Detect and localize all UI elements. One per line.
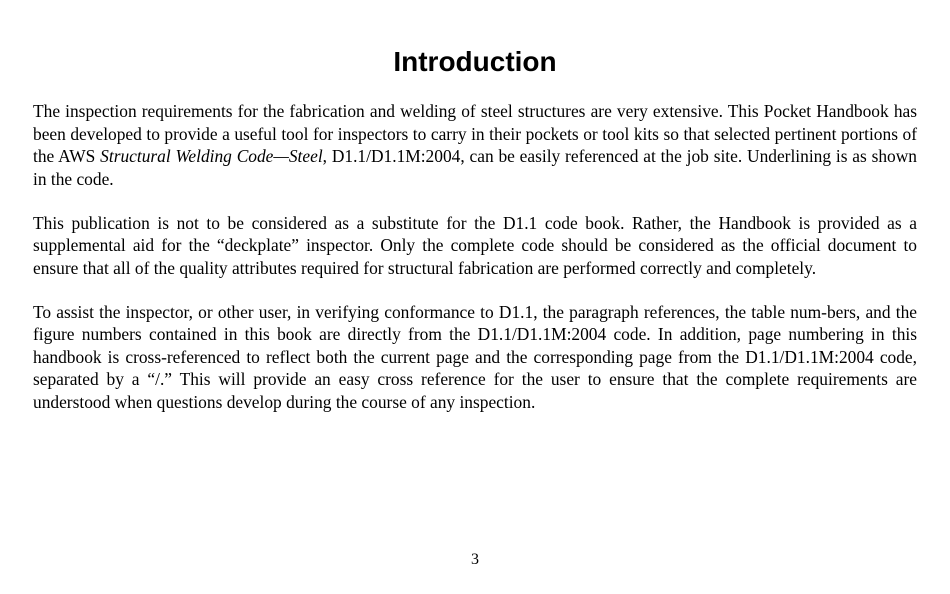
code-title-italic: Structural Welding Code—Steel (100, 146, 323, 166)
paragraph-3: To assist the inspector, or other user, in verifying conformance to D1.1, the paragraph references, the table num-bers, and the figure numbers contained in this book are directly from the D1.1/D1.1M:2004 code. In addition, page numbering in this handbook is cross-referenced to reflect both the current page and the corresponding page from the D1.1/D1.1M:2004 code, separated by a “/.” This will provide an easy cross reference for the user to ensure that the complete requirements are understood when questions develop during the course of any inspection. (33, 301, 917, 412)
paragraph-2: This publication is not to be considered as a substitute for the D1.1 code book. Rather, the Handbook is provided as a supplemental aid for the “deckplate” inspector. Only the complete code should be considered as the official document to ensure that all of the quality attributes required for structural fabrication are performed correctly and completely. (33, 212, 917, 278)
paragraph-1 (33, 100, 917, 190)
body-text (33, 100, 917, 413)
page-title: Introduction (393, 46, 557, 77)
page-number: 3 (471, 551, 479, 568)
paragraph-1-text-end: , D1.1/D1.1M:2004, can be easily referenced at the job site. Underlining is as shown in the code. (33, 146, 917, 189)
paragraph-1-text-start: The inspection requirements for the fabrication and welding of steel structures are very extensive. This Pocket Handbook has been developed to provide a useful tool for inspectors to carry in their pockets or tool kits so that selected pertinent portions of the AWS (33, 101, 917, 166)
